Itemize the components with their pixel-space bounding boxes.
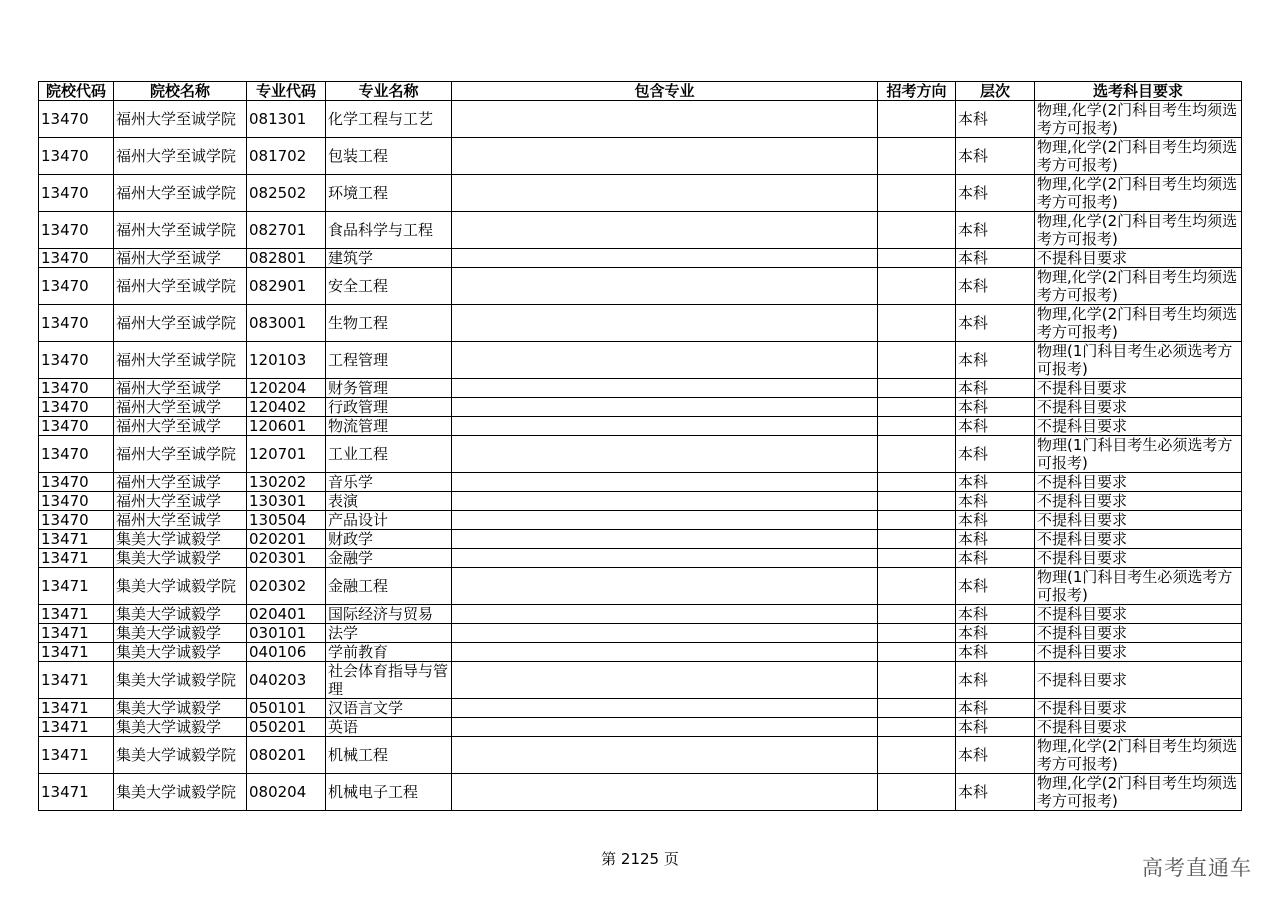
cell-subject-requirement: 物理,化学(2门科目考生均须选考方可报考) — [1035, 101, 1242, 138]
cell-major-code: 082701 — [247, 212, 326, 249]
cell-school-name: 集美大学诚毅学院 — [114, 568, 247, 605]
cell-major-name: 社会体育指导与管理 — [326, 662, 452, 699]
cell-subject-requirement: 不提科目要求 — [1035, 718, 1242, 737]
cell-major-name: 化学工程与工艺 — [326, 101, 452, 138]
cell-level: 本科 — [956, 342, 1035, 379]
cell-included-majors — [452, 718, 878, 737]
cell-direction — [878, 249, 956, 268]
header-included-majors: 包含专业 — [452, 82, 878, 101]
cell-school-name: 集美大学诚毅学院 — [114, 737, 247, 774]
cell-subject-requirement: 物理(1门科目考生必须选考方可报考) — [1035, 568, 1242, 605]
cell-major-name: 国际经济与贸易 — [326, 605, 452, 624]
cell-level: 本科 — [956, 436, 1035, 473]
cell-major-name: 安全工程 — [326, 268, 452, 305]
cell-major-code: 040203 — [247, 662, 326, 699]
table-row — [39, 268, 1242, 305]
cell-included-majors — [452, 249, 878, 268]
cell-school-code: 13470 — [39, 379, 114, 398]
cell-major-name: 学前教育 — [326, 643, 452, 662]
cell-school-code: 13470 — [39, 417, 114, 436]
header-direction: 招考方向 — [878, 82, 956, 101]
cell-included-majors — [452, 473, 878, 492]
cell-direction — [878, 305, 956, 342]
cell-level: 本科 — [956, 662, 1035, 699]
cell-level: 本科 — [956, 568, 1035, 605]
cell-major-name: 工程管理 — [326, 342, 452, 379]
cell-included-majors — [452, 568, 878, 605]
cell-included-majors — [452, 605, 878, 624]
cell-school-name: 集美大学诚毅学 — [114, 699, 247, 718]
cell-direction — [878, 718, 956, 737]
table-row — [39, 138, 1242, 175]
table-body — [39, 101, 1242, 811]
cell-major-code: 020301 — [247, 549, 326, 568]
table-row — [39, 175, 1242, 212]
table-row — [39, 737, 1242, 774]
cell-school-code: 13470 — [39, 342, 114, 379]
cell-level: 本科 — [956, 212, 1035, 249]
cell-included-majors — [452, 138, 878, 175]
cell-included-majors — [452, 212, 878, 249]
cell-major-code: 040106 — [247, 643, 326, 662]
cell-major-name: 建筑学 — [326, 249, 452, 268]
cell-school-name: 福州大学至诚学 — [114, 249, 247, 268]
header-subject-requirement: 选考科目要求 — [1035, 82, 1242, 101]
cell-major-name: 财政学 — [326, 530, 452, 549]
cell-major-code: 081702 — [247, 138, 326, 175]
cell-level: 本科 — [956, 249, 1035, 268]
cell-school-code: 13471 — [39, 718, 114, 737]
cell-school-name: 集美大学诚毅学院 — [114, 774, 247, 811]
cell-major-name: 机械电子工程 — [326, 774, 452, 811]
cell-level: 本科 — [956, 175, 1035, 212]
table-row — [39, 605, 1242, 624]
cell-subject-requirement: 物理,化学(2门科目考生均须选考方可报考) — [1035, 175, 1242, 212]
cell-included-majors — [452, 175, 878, 212]
page-number: 第 2125 页 — [601, 850, 679, 868]
cell-subject-requirement: 不提科目要求 — [1035, 624, 1242, 643]
watermark-text: 高考直通车 — [1142, 856, 1252, 880]
cell-major-name: 英语 — [326, 718, 452, 737]
cell-school-code: 13470 — [39, 138, 114, 175]
cell-direction — [878, 530, 956, 549]
cell-direction — [878, 473, 956, 492]
cell-school-code: 13470 — [39, 212, 114, 249]
cell-level: 本科 — [956, 398, 1035, 417]
cell-level: 本科 — [956, 643, 1035, 662]
cell-direction — [878, 624, 956, 643]
cell-school-code: 13471 — [39, 737, 114, 774]
cell-included-majors — [452, 530, 878, 549]
cell-school-name: 福州大学至诚学 — [114, 417, 247, 436]
table-row — [39, 473, 1242, 492]
cell-included-majors — [452, 737, 878, 774]
cell-major-code: 080204 — [247, 774, 326, 811]
cell-major-code: 082901 — [247, 268, 326, 305]
cell-included-majors — [452, 417, 878, 436]
admission-table — [38, 81, 1242, 811]
cell-direction — [878, 568, 956, 605]
cell-major-name: 金融工程 — [326, 568, 452, 605]
cell-included-majors — [452, 643, 878, 662]
cell-direction — [878, 605, 956, 624]
cell-school-name: 福州大学至诚学院 — [114, 268, 247, 305]
cell-subject-requirement: 不提科目要求 — [1035, 530, 1242, 549]
cell-subject-requirement: 不提科目要求 — [1035, 492, 1242, 511]
cell-major-name: 金融学 — [326, 549, 452, 568]
cell-subject-requirement: 不提科目要求 — [1035, 699, 1242, 718]
cell-direction — [878, 511, 956, 530]
cell-major-code: 120701 — [247, 436, 326, 473]
header-school-code: 院校代码 — [39, 82, 114, 101]
cell-major-name: 物流管理 — [326, 417, 452, 436]
cell-direction — [878, 101, 956, 138]
cell-subject-requirement: 不提科目要求 — [1035, 605, 1242, 624]
cell-school-code: 13471 — [39, 699, 114, 718]
cell-level: 本科 — [956, 624, 1035, 643]
cell-level: 本科 — [956, 774, 1035, 811]
cell-school-code: 13471 — [39, 774, 114, 811]
cell-subject-requirement: 不提科目要求 — [1035, 549, 1242, 568]
cell-direction — [878, 138, 956, 175]
cell-school-name: 福州大学至诚学 — [114, 492, 247, 511]
cell-school-name: 集美大学诚毅学 — [114, 624, 247, 643]
cell-level: 本科 — [956, 737, 1035, 774]
table-row — [39, 212, 1242, 249]
cell-direction — [878, 774, 956, 811]
cell-school-name: 福州大学至诚学院 — [114, 212, 247, 249]
table-row — [39, 398, 1242, 417]
cell-subject-requirement: 不提科目要求 — [1035, 511, 1242, 530]
cell-major-name: 包装工程 — [326, 138, 452, 175]
cell-subject-requirement: 不提科目要求 — [1035, 643, 1242, 662]
cell-level: 本科 — [956, 101, 1035, 138]
cell-major-name: 行政管理 — [326, 398, 452, 417]
header-row — [39, 82, 1242, 101]
cell-direction — [878, 662, 956, 699]
cell-level: 本科 — [956, 417, 1035, 436]
cell-subject-requirement: 不提科目要求 — [1035, 473, 1242, 492]
cell-subject-requirement: 物理,化学(2门科目考生均须选考方可报考) — [1035, 268, 1242, 305]
cell-subject-requirement: 不提科目要求 — [1035, 379, 1242, 398]
table-row — [39, 305, 1242, 342]
cell-school-code: 13470 — [39, 511, 114, 530]
cell-major-code: 082801 — [247, 249, 326, 268]
cell-direction — [878, 417, 956, 436]
cell-subject-requirement: 物理,化学(2门科目考生均须选考方可报考) — [1035, 138, 1242, 175]
cell-included-majors — [452, 436, 878, 473]
cell-included-majors — [452, 511, 878, 530]
cell-major-code: 120601 — [247, 417, 326, 436]
cell-level: 本科 — [956, 492, 1035, 511]
cell-direction — [878, 737, 956, 774]
cell-subject-requirement: 不提科目要求 — [1035, 398, 1242, 417]
cell-school-name: 福州大学至诚学院 — [114, 342, 247, 379]
cell-major-code: 130504 — [247, 511, 326, 530]
cell-major-code: 020201 — [247, 530, 326, 549]
cell-subject-requirement: 物理(1门科目考生必须选考方可报考) — [1035, 342, 1242, 379]
cell-included-majors — [452, 549, 878, 568]
cell-school-code: 13471 — [39, 530, 114, 549]
cell-level: 本科 — [956, 379, 1035, 398]
cell-direction — [878, 436, 956, 473]
cell-direction — [878, 212, 956, 249]
cell-school-name: 福州大学至诚学院 — [114, 175, 247, 212]
cell-major-name: 环境工程 — [326, 175, 452, 212]
cell-direction — [878, 643, 956, 662]
cell-school-name: 福州大学至诚学院 — [114, 101, 247, 138]
cell-major-name: 表演 — [326, 492, 452, 511]
table-row — [39, 436, 1242, 473]
cell-school-code: 13471 — [39, 624, 114, 643]
cell-level: 本科 — [956, 605, 1035, 624]
cell-school-code: 13470 — [39, 101, 114, 138]
cell-major-code: 120204 — [247, 379, 326, 398]
cell-school-code: 13471 — [39, 662, 114, 699]
cell-major-code: 130202 — [247, 473, 326, 492]
cell-included-majors — [452, 379, 878, 398]
cell-major-code: 120402 — [247, 398, 326, 417]
cell-subject-requirement: 物理(1门科目考生必须选考方可报考) — [1035, 436, 1242, 473]
cell-school-code: 13470 — [39, 492, 114, 511]
cell-major-code: 120103 — [247, 342, 326, 379]
cell-level: 本科 — [956, 511, 1035, 530]
table-row — [39, 511, 1242, 530]
cell-major-code: 130301 — [247, 492, 326, 511]
header-level: 层次 — [956, 82, 1035, 101]
cell-school-name: 福州大学至诚学院 — [114, 305, 247, 342]
cell-subject-requirement: 不提科目要求 — [1035, 417, 1242, 436]
cell-school-code: 13470 — [39, 268, 114, 305]
cell-school-name: 集美大学诚毅学 — [114, 718, 247, 737]
cell-level: 本科 — [956, 305, 1035, 342]
cell-major-name: 产品设计 — [326, 511, 452, 530]
table-row — [39, 774, 1242, 811]
cell-major-name: 汉语言文学 — [326, 699, 452, 718]
table-row — [39, 662, 1242, 699]
cell-included-majors — [452, 398, 878, 417]
cell-level: 本科 — [956, 268, 1035, 305]
cell-major-code: 020302 — [247, 568, 326, 605]
cell-school-name: 集美大学诚毅学 — [114, 605, 247, 624]
table-row — [39, 624, 1242, 643]
cell-included-majors — [452, 624, 878, 643]
cell-school-name: 集美大学诚毅学 — [114, 530, 247, 549]
cell-school-code: 13471 — [39, 605, 114, 624]
cell-school-code: 13470 — [39, 473, 114, 492]
table-row — [39, 342, 1242, 379]
cell-major-code: 082502 — [247, 175, 326, 212]
cell-school-name: 集美大学诚毅学院 — [114, 662, 247, 699]
cell-major-name: 机械工程 — [326, 737, 452, 774]
cell-major-name: 音乐学 — [326, 473, 452, 492]
cell-subject-requirement: 物理,化学(2门科目考生均须选考方可报考) — [1035, 774, 1242, 811]
cell-direction — [878, 549, 956, 568]
cell-major-name: 财务管理 — [326, 379, 452, 398]
table-row — [39, 718, 1242, 737]
cell-direction — [878, 379, 956, 398]
table-row — [39, 568, 1242, 605]
cell-major-code: 020401 — [247, 605, 326, 624]
cell-school-name: 福州大学至诚学 — [114, 379, 247, 398]
cell-school-code: 13470 — [39, 398, 114, 417]
table-row — [39, 549, 1242, 568]
cell-major-code: 050201 — [247, 718, 326, 737]
cell-direction — [878, 342, 956, 379]
table-row — [39, 379, 1242, 398]
table-row — [39, 101, 1242, 138]
header-major-code: 专业代码 — [247, 82, 326, 101]
cell-level: 本科 — [956, 699, 1035, 718]
cell-school-code: 13471 — [39, 549, 114, 568]
cell-subject-requirement: 不提科目要求 — [1035, 249, 1242, 268]
cell-school-name: 福州大学至诚学 — [114, 473, 247, 492]
cell-school-code: 13471 — [39, 643, 114, 662]
cell-major-name: 工业工程 — [326, 436, 452, 473]
cell-level: 本科 — [956, 473, 1035, 492]
cell-direction — [878, 175, 956, 212]
cell-included-majors — [452, 342, 878, 379]
cell-major-code: 083001 — [247, 305, 326, 342]
cell-level: 本科 — [956, 138, 1035, 175]
cell-school-code: 13470 — [39, 175, 114, 212]
cell-major-code: 080201 — [247, 737, 326, 774]
cell-subject-requirement: 不提科目要求 — [1035, 662, 1242, 699]
cell-major-name: 食品科学与工程 — [326, 212, 452, 249]
cell-school-name: 福州大学至诚学院 — [114, 436, 247, 473]
cell-school-code: 13470 — [39, 249, 114, 268]
cell-major-name: 生物工程 — [326, 305, 452, 342]
cell-major-code: 030101 — [247, 624, 326, 643]
cell-subject-requirement: 物理,化学(2门科目考生均须选考方可报考) — [1035, 212, 1242, 249]
cell-school-name: 福州大学至诚学 — [114, 398, 247, 417]
cell-major-code: 081301 — [247, 101, 326, 138]
cell-direction — [878, 398, 956, 417]
cell-direction — [878, 699, 956, 718]
cell-school-name: 福州大学至诚学 — [114, 511, 247, 530]
table-row — [39, 643, 1242, 662]
table-row — [39, 249, 1242, 268]
cell-school-name: 集美大学诚毅学 — [114, 549, 247, 568]
table-row — [39, 530, 1242, 549]
cell-major-code: 050101 — [247, 699, 326, 718]
table-row — [39, 492, 1242, 511]
cell-school-name: 集美大学诚毅学 — [114, 643, 247, 662]
cell-subject-requirement: 物理,化学(2门科目考生均须选考方可报考) — [1035, 305, 1242, 342]
table-row — [39, 699, 1242, 718]
cell-level: 本科 — [956, 718, 1035, 737]
header-school-name: 院校名称 — [114, 82, 247, 101]
cell-school-code: 13470 — [39, 436, 114, 473]
cell-subject-requirement: 物理,化学(2门科目考生均须选考方可报考) — [1035, 737, 1242, 774]
cell-included-majors — [452, 305, 878, 342]
cell-included-majors — [452, 492, 878, 511]
cell-school-name: 福州大学至诚学院 — [114, 138, 247, 175]
cell-level: 本科 — [956, 549, 1035, 568]
cell-school-code: 13471 — [39, 568, 114, 605]
cell-included-majors — [452, 699, 878, 718]
cell-included-majors — [452, 774, 878, 811]
header-major-name: 专业名称 — [326, 82, 452, 101]
table-row — [39, 417, 1242, 436]
cell-direction — [878, 492, 956, 511]
cell-included-majors — [452, 101, 878, 138]
cell-major-name: 法学 — [326, 624, 452, 643]
cell-level: 本科 — [956, 530, 1035, 549]
cell-included-majors — [452, 662, 878, 699]
cell-school-code: 13470 — [39, 305, 114, 342]
cell-direction — [878, 268, 956, 305]
cell-included-majors — [452, 268, 878, 305]
